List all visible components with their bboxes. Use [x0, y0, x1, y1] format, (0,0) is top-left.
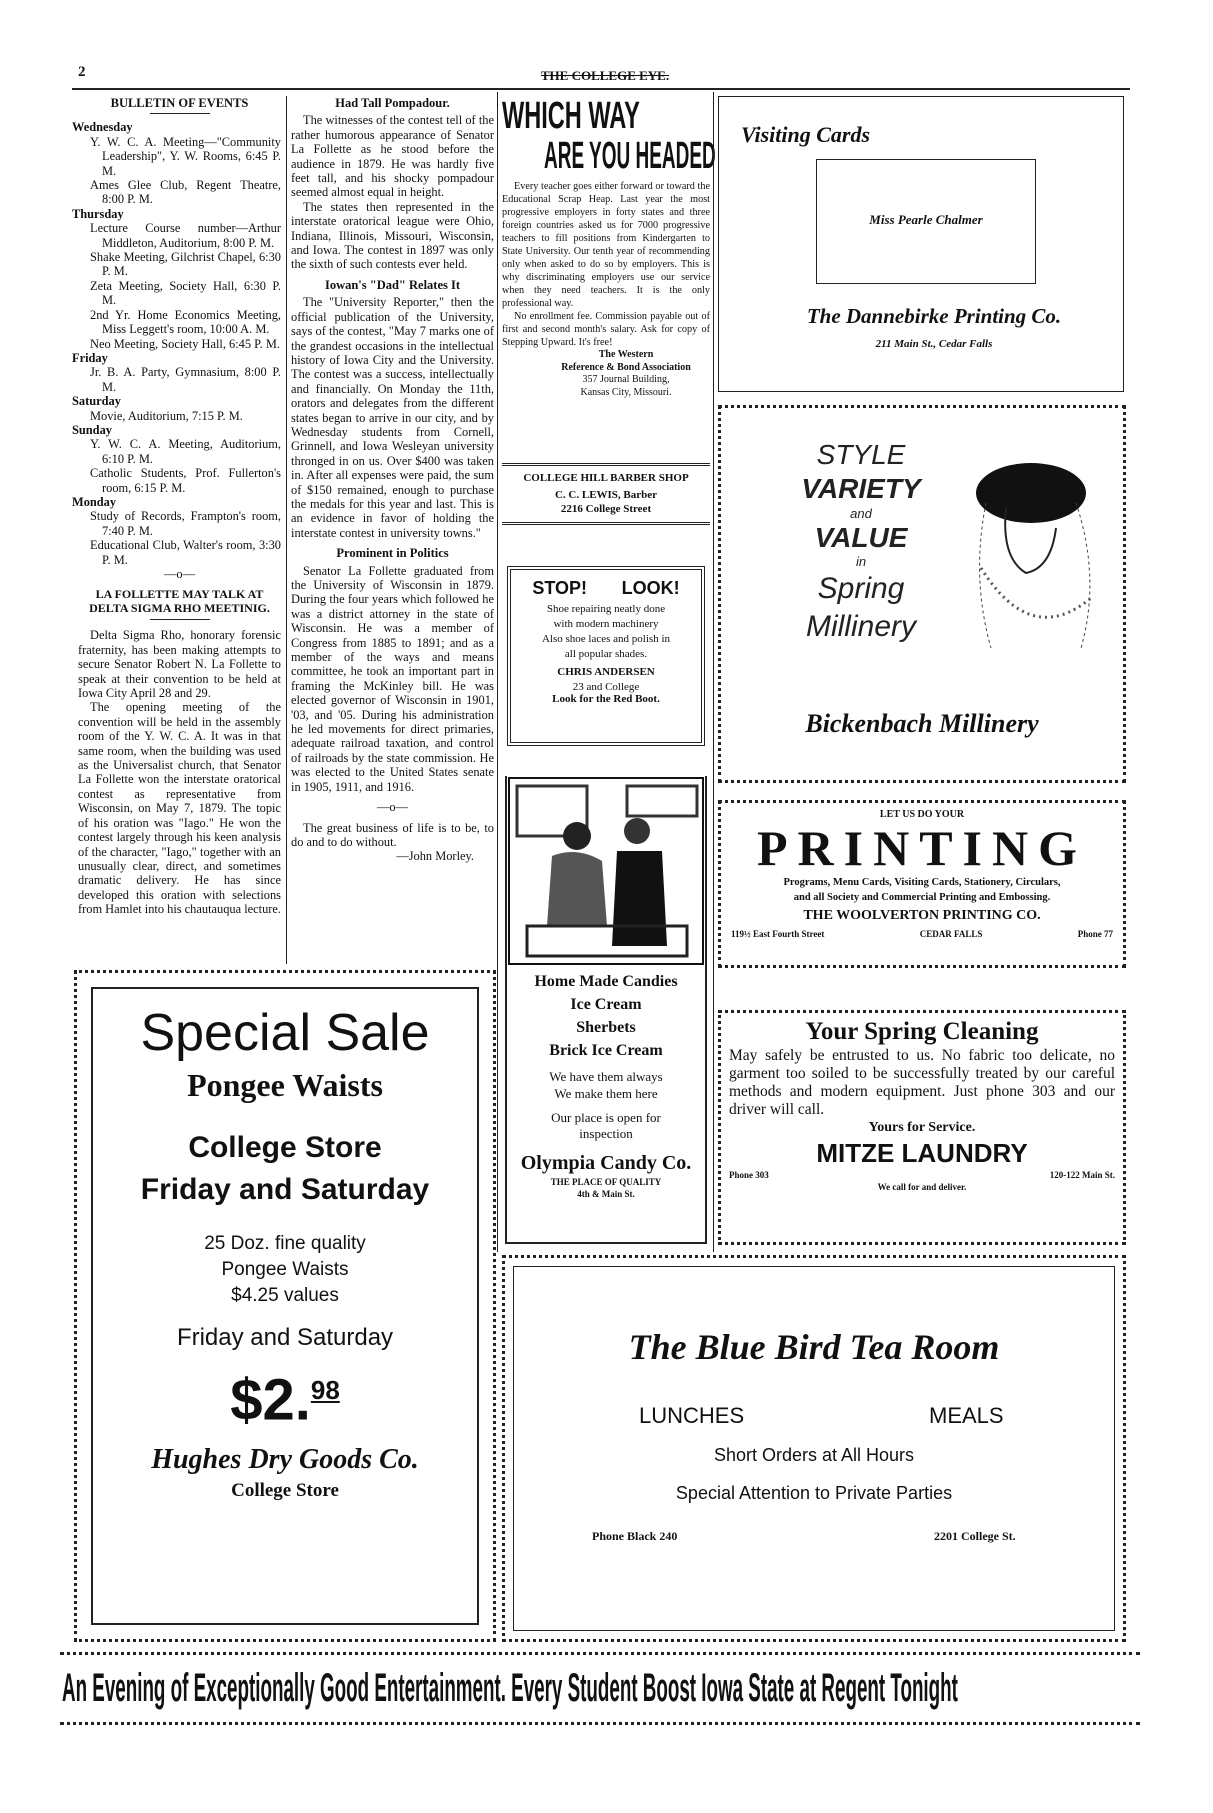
visiting-cards-ad [718, 96, 1124, 392]
bottom-banner: An Evening of Exceptionally Good Entertainment. Every Student Boost Iowa State at Regent Tonight [62, 1666, 958, 1710]
org-line: Reference & Bond Association [561, 361, 691, 373]
cards-title: Visiting Cards [741, 122, 871, 147]
ad-body: Every teacher goes either forward or toward the Educational Scrap Heap. Last year the most progressive employers in forty states and three foreign countries asked us for 7000 progressive teachers to fill positions from Kindergarten to State University. Our tenth year of recommending only when asked to do so by employers. This is why discriminating employers use our service when they need teachers. It is the only professional way. [502, 181, 710, 309]
bulletin-event: Catholic Students, Prof. Fullerton's room, 6:15 P. M. [90, 466, 281, 495]
tea-room-name: The Blue Bird Tea Room [628, 1327, 1000, 1367]
tea-room-line: Special Attention to Private Parties [675, 1483, 953, 1503]
lunches-text: LUNCHES [639, 1403, 745, 1428]
laundry-address: 120-122 Main St. [1049, 1170, 1115, 1180]
org-line: The Western [598, 349, 654, 360]
barber-address: 2216 College Street [560, 503, 652, 515]
laundry-tagline: We call for and deliver. [877, 1182, 967, 1192]
address-line: 357 Journal Building, [582, 374, 670, 385]
printing-line: and all Society and Commercial Printing and Embossing. [793, 892, 1051, 903]
laundry-name: MITZE LAUNDRY [816, 1138, 1028, 1168]
bulletin-event: Lecture Course number—Arthur Middleton, Auditorium, 8:00 P. M. [90, 221, 281, 250]
line: Shoe repairing neatly done [546, 603, 666, 615]
sale-line: Pongee Waists [221, 1259, 349, 1280]
price-cents: 98 [310, 1375, 340, 1405]
tea-room-phone: Phone Black 240 [592, 1529, 678, 1543]
page-number: 2 [78, 64, 86, 80]
bulletin-day: Wednesday [72, 120, 133, 135]
article-paragraph: Senator La Follette graduated from the University of Wisconsin in 1879. During the four years which followed he was a district attorney in the state of Wisconsin. He was a member of Congress from 1885 to 1891; and as a member of the ways and means committee, he took an important part in framing the McKinley bill. He was elected governor of Wisconsin in 1901, '03, and '05. During his administration he led movements for direct primaries, adequate railroad taxation, and control of railroads by the state commission. He was elected to the United States senate in 1905, 1911, and 1916. [291, 563, 494, 794]
line: all popular shades. [564, 648, 648, 660]
bulletin-day: Monday [72, 494, 117, 509]
bulletin-title: BULLETIN OF EVENTS [110, 96, 249, 110]
line: Also shoe laces and polish in [541, 633, 670, 645]
candy-line: We have them always [549, 1069, 663, 1084]
address-line: Kansas City, Missouri. [580, 386, 672, 398]
laundry-body: May safely be entrusted to us. No fabric too delicate, no garment too soiled to be successfully treated by our careful methods and modern equipment. Just phone 303 and our driver will call. [729, 1047, 1115, 1118]
sale-title: Special Sale [140, 1004, 430, 1062]
printing-ad [718, 800, 1126, 968]
ad-org [502, 349, 710, 374]
printer-block [749, 302, 1119, 352]
tea-room-address: 2201 College St. [934, 1529, 1016, 1543]
candy-name: Olympia Candy Co. [520, 1152, 692, 1174]
top-rule [72, 88, 1130, 90]
printer-name: The Dannebirke Printing Co. [806, 304, 1062, 328]
bulletin-event: Ames Glee Club, Regent Theatre, 8:00 P. M. [90, 178, 281, 207]
sale-price [93, 1357, 477, 1433]
divider [150, 619, 210, 620]
article-paragraph: The states then represented in the interstate oratorical league were Ohio, Indiana, Illinois, Missouri, Wisconsin, and Iowa. The contest in 1897 was only the sixth of such contests ever held. [291, 199, 494, 272]
candy-line: Our place is open for inspection [551, 1110, 661, 1141]
printing-pre: LET US DO YOUR [879, 809, 965, 820]
candy-line: Ice Cream [570, 996, 642, 1013]
bulletin-event: Shake Meeting, Gilchrist Chapel, 6:30 P. M. [90, 250, 281, 279]
barber-name: C. C. LEWIS, Barber [554, 489, 658, 501]
candy-line: We make them here [554, 1086, 658, 1101]
barber-ad [502, 463, 710, 525]
laundry-ad [718, 1010, 1126, 1245]
separator: —o— [377, 800, 408, 815]
ad-body: No enrollment fee. Commission payable out of first and second month's salary. Ask for copy of Stepping Upward. It's free! [502, 311, 710, 348]
printing-address: 119½ East Fourth Street [731, 929, 825, 939]
column-rule [497, 92, 498, 1252]
shoe-address: 23 and College [572, 681, 640, 693]
sample-card-name: Miss Pearle Chalmer [869, 212, 983, 227]
sale-store: College Store [188, 1131, 382, 1164]
special-sale-ad [74, 970, 496, 1642]
sale-merchant: Hughes Dry Goods Co. [151, 1444, 419, 1476]
sale-line: $4.25 values [231, 1285, 339, 1306]
quote: The great business of life is to be, to do and to do without. [291, 820, 494, 849]
bulletin-event: 2nd Yr. Home Economics Meeting, Miss Leggett's room, 10:00 A. M. [90, 307, 281, 337]
millinery-text [781, 438, 941, 646]
bulletin-day: Thursday [72, 206, 124, 221]
value-text: VALUE [814, 522, 908, 553]
bulletin-day: Friday [72, 350, 108, 365]
subhead: Iowan's "Dad" Relates It [324, 277, 461, 292]
candy-tagline: THE PLACE OF QUALITY [550, 1177, 662, 1187]
separator: —o— [164, 567, 195, 581]
printing-company: THE WOOLVERTON PRINTING CO. [803, 908, 1041, 923]
subhead: Had Tall Pompadour. [335, 96, 450, 110]
paper-title: THE COLLEGE EYE. [540, 68, 670, 83]
bulletin-day: Sunday [72, 422, 112, 437]
shoe-name: CHRIS ANDERSEN [557, 666, 655, 678]
candy-line: Sherbets [576, 1019, 636, 1036]
printing-phone: Phone 77 [1077, 929, 1113, 939]
laundry-footer [729, 1169, 1115, 1181]
divider [150, 113, 210, 114]
bulletin-event: Jr. B. A. Party, Gymnasium, 8:00 P. M. [90, 365, 281, 394]
variety-text: VARIETY [801, 473, 921, 504]
tea-room-ad [502, 1255, 1126, 1642]
article-paragraph: The "University Reporter," then the official publication of the University, says of the contest, "May 7 marks one of the grandest occasions in the intellectual history of Iowa City and the University. The contest was a success, intellectually and financially. On Monday the 11th, orators and delegates from the different states began to arrive in our city, and by Wednesday students from Cornell, Grinnell, and Iowa Wesleyan university thronged in on us. Over $400 was taken in. After all expenses were paid, the sum of $150 remained, enough to purchase the medals for this year and last. This is an evidence in favor of holding the interstate contest in university towns." [291, 295, 494, 540]
sale-inner-frame [91, 987, 479, 1625]
style-text: STYLE [816, 439, 906, 470]
line: with modern machinery [553, 618, 659, 630]
laundry-phone: Phone 303 [729, 1170, 769, 1180]
ad-headline: WHICH WAY [502, 95, 640, 137]
sale-merchant-store: College Store [231, 1480, 339, 1502]
sale-subtitle: Pongee Waists [187, 1067, 383, 1103]
news-columns [72, 96, 494, 964]
barber-title: COLLEGE HILL BARBER SHOP [523, 472, 689, 484]
price-dollars: $2. [230, 1367, 311, 1433]
woman-hat-illustration [951, 448, 1101, 658]
tea-room-line: Short Orders at All Hours [713, 1445, 915, 1465]
bulletin-event: Study of Records, Frampton's room, 7:40 P. M. [90, 509, 281, 538]
candy-address: 4th & Main St. [577, 1189, 635, 1199]
banner-border [60, 1722, 1140, 1725]
sale-line: 25 Doz. fine quality [204, 1233, 366, 1254]
printing-city: CEDAR FALLS [919, 929, 983, 939]
candy-line: Home Made Candies [534, 973, 678, 990]
bulletin-day: Saturday [72, 394, 121, 409]
ad-address [502, 374, 710, 399]
in-text: in [855, 554, 867, 569]
look-text: LOOK! [621, 578, 680, 598]
laundry-title: Your Spring Cleaning [805, 1018, 1039, 1045]
shoe-body [515, 602, 697, 662]
laundry-sign: Yours for Service. [868, 1120, 976, 1135]
sale-days-2: Friday and Saturday [176, 1324, 394, 1351]
stop-text: STOP! [532, 578, 588, 598]
bulletin-event: Zeta Meeting, Society Hall, 6:30 P. M. [90, 278, 281, 308]
quote-author: —John Morley. [396, 849, 474, 864]
sale-days: Friday and Saturday [140, 1173, 430, 1206]
candy-ad [505, 776, 707, 1244]
teachers-ad [502, 95, 716, 399]
candy-line: Brick Ice Cream [549, 1042, 663, 1059]
shoe-title [515, 578, 697, 599]
shoe-ad [507, 566, 705, 746]
article-paragraph: The witnesses of the contest tell of the rather humorous appearance of Senator La Follette as he stood before the audience in 1879. He was hardly five feet tall, and his shocky pompadour seemed almost equal in height. [291, 113, 494, 200]
printer-address: 211 Main St., Cedar Falls [875, 338, 993, 350]
shoe-tagline: Look for the Red Boot. [552, 693, 660, 705]
millinery-word: Millinery [805, 610, 916, 643]
tea-room-frame [513, 1266, 1115, 1631]
printing-footer [725, 927, 1119, 941]
millinery-name: Bickenbach Millinery [805, 709, 1039, 738]
bulletin-event: Movie, Auditorium, 7:15 P. M. [90, 408, 243, 423]
bulletin-event: Y. W. C. A. Meeting—"Community Leadership", Y. W. Rooms, 6:45 P. M. [90, 134, 281, 178]
article-paragraph: Delta Sigma Rho, honorary forensic fraternity, has been making attempts to secure Senator Robert N. La Follette to speak at their convention to be held at Iowa City April 28 and 29. [78, 628, 281, 701]
ad-headline: ARE YOU HEADED [544, 135, 716, 177]
article-paragraph: The opening meeting of the convention will be held in the assembly room of the Y. W. C. A. It was in that same room, when the building was used as the Universalist church, that Senator La Follette won the interstate oratorical contest as representative from Wisconsin, on May 7, 1879. The topic of his oration was "Iago." He won the contest largely through his keen analysis of the character, "Iago," together with an unusually clear, direct, and sometimes dramatic delivery. He has since developed this oration with selections from Hamlet into his chautauqua lecture. [78, 700, 281, 917]
bulletin-event: Y. W. C. A. Meeting, Auditorium, 6:10 P. M. [90, 437, 281, 466]
bulletin-event: Educational Club, Walter's room, 3:30 P. M. [90, 538, 281, 567]
subhead: Prominent in Politics [336, 546, 449, 561]
banner-border [60, 1652, 1140, 1655]
couple-illustration [507, 776, 705, 966]
printing-line: Programs, Menu Cards, Visiting Cards, Stationery, Circulars, [783, 877, 1061, 888]
sample-card [816, 159, 1036, 284]
bulletin-list [72, 120, 281, 567]
printing-big: PRINTING [756, 820, 1088, 876]
and-text: and [850, 506, 872, 521]
bulletin-event: Neo Meeting, Society Hall, 6:45 P. M. [90, 336, 280, 351]
column-rule [713, 92, 714, 1252]
millinery-ad [718, 405, 1126, 783]
meals-text: MEALS [929, 1403, 1004, 1428]
article-headline: LA FOLLETTE MAY TALK AT DELTA SIGMA RHO MEETINIG. [89, 587, 270, 616]
spring-text: Spring [817, 572, 905, 605]
